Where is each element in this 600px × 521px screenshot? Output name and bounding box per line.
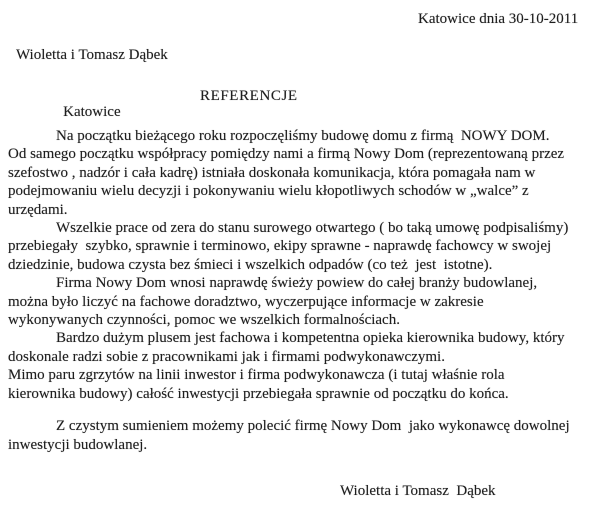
signature: Wioletta i Tomasz Dąbek	[340, 483, 496, 499]
body-line: Od samego początku współpracy pomiędzy nami a firmą Nowy Dom (reprezentowaną przez	[8, 146, 565, 163]
body-line: urzędami.	[8, 201, 68, 218]
body-line: dziedzinie, budowa czysta bez śmieci i wszelkich odpadów (co też jest istotne).	[8, 256, 493, 273]
body-line: wykonywanych czynności, pomoc we wszelkich formalnościach.	[8, 312, 400, 329]
body-line: podejmowaniu wielu decyzji i pokonywaniu wielu kłopotliwych schodów w „walce” z	[8, 183, 529, 200]
body-line: Bardzo dużym plusem jest fachowa i kompetentna opieka kierownika budowy, który	[56, 330, 565, 347]
sender-city: Katowice	[63, 104, 121, 120]
body-line: szefostwo , nadzór i cała kadrę) istniała doskonała komunikacja, która pomagała nam w	[8, 164, 536, 181]
sender-name: Wioletta i Tomasz Dąbek	[16, 47, 168, 63]
body-line: Na początku bieżącego roku rozpoczęliśmy budowę domu z firmą NOWY DOM.	[56, 128, 550, 144]
body-line: Firma Nowy Dom wnosi naprawdę świeży powiew do całej branży budowlanej,	[56, 275, 538, 292]
dateline: Katowice dnia 30-10-2011	[418, 11, 579, 27]
body-line: inwestycji budowlanej.	[8, 436, 148, 453]
body-line: doskonale radzi sobie z pracownikami jak i firmami podwykonawczymi.	[8, 348, 445, 365]
letter-title: REFERENCJE	[200, 88, 298, 104]
body-line: Wszelkie prace od zera do stanu surowego otwartego ( bo taką umowę podpisaliśmy)	[56, 220, 569, 237]
body-line: przebiegały szybko, sprawnie i terminowo, ekipy sprawne - naprawdę fachowcy w swojej	[8, 238, 552, 255]
body-line: Mimo paru zgrzytów na linii inwestor i firma podwykonawcza (i tutaj właśnie rola	[8, 367, 505, 384]
letter-body	[8, 127, 594, 454]
body-line: można było liczyć na fachowe doradztwo, wyczerpujące informacje w zakresie	[8, 293, 484, 310]
body-line: kierownika budowy) całość inwestycji przebiegała sprawnie od początku do końca.	[8, 385, 509, 402]
body-line: Z czystym sumieniem możemy polecić firmę Nowy Dom jako wykonawcę dowolnej	[56, 418, 570, 435]
